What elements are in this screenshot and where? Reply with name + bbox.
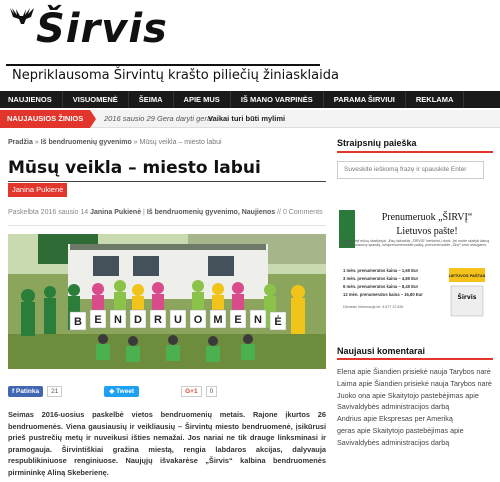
article-title: Mūsų veikla – miesto labui bbox=[8, 158, 261, 178]
meta-comments[interactable]: // 0 Comments bbox=[275, 209, 323, 216]
photo-letter: O bbox=[193, 314, 203, 326]
breadcrumb-separator: » bbox=[32, 139, 41, 146]
nav-item-apie-mus[interactable]: APIE MUS bbox=[174, 91, 231, 108]
photo-letter: E bbox=[94, 314, 102, 326]
photo-letter: R bbox=[154, 314, 162, 326]
comment-item[interactable]: Andrius apie Ekspresas per Ameriką bbox=[337, 414, 453, 424]
comment-item[interactable]: geras apie Skaitytojo pastebėjimas apie Savivaldybės administracijos darbą bbox=[337, 425, 464, 447]
logo-wordmark: Širvis bbox=[36, 6, 168, 52]
main-nav bbox=[0, 91, 500, 108]
nav-item-reklama[interactable]: REKLAMA bbox=[406, 91, 465, 108]
recent-comments-widget bbox=[337, 346, 493, 449]
ad-title-line1: Prenumeruok „ŠIRVĮ“ bbox=[381, 212, 473, 223]
ticker-date: 2016 sausio 29 Gera daryti gera: bbox=[104, 114, 214, 123]
photo-letter: M bbox=[213, 314, 223, 326]
nav-item-naujienos[interactable]: NAUJIENOS bbox=[0, 91, 63, 108]
comments-title-underline bbox=[337, 358, 493, 360]
facebook-like-label: Patinka bbox=[15, 387, 40, 395]
subscription-ad[interactable] bbox=[337, 206, 493, 324]
meta-divider bbox=[8, 225, 326, 226]
site-tagline: Nepriklausoma Širvintų krašto piliečių žiniasklaida bbox=[12, 68, 339, 83]
ticker-headline[interactable]: Vaikai turi būti mylimi bbox=[208, 114, 286, 123]
photo-letter: N bbox=[254, 314, 262, 326]
comment-item[interactable]: Elena apie Šiandien prisiekė nauja Tarybos narė bbox=[337, 367, 491, 376]
breadcrumb-current: Mūsų veikla – miesto labui bbox=[139, 139, 222, 146]
ad-price: 3 mėn. prenumeratos kaina – 4,80 Eur bbox=[343, 276, 419, 281]
comment-item[interactable]: Laima apie Šiandien prisiekė nauja Tarybos narė bbox=[337, 378, 492, 388]
logo-underline bbox=[6, 64, 320, 66]
ticker-label: NAUJAUSIOS ŽINIOS bbox=[0, 110, 90, 128]
comments-widget-title: Naujausi komentarai bbox=[337, 346, 426, 356]
search-widget-title: Straipsnių paieška bbox=[337, 138, 493, 153]
twitter-icon: ◆ bbox=[109, 387, 117, 395]
site-logo[interactable] bbox=[6, 2, 339, 88]
social-share-bar bbox=[8, 384, 217, 398]
subscription-ad-graphic bbox=[337, 206, 493, 324]
news-ticker bbox=[0, 110, 500, 128]
nav-item-seima[interactable]: ŠEIMA bbox=[129, 91, 174, 108]
google-plus-button[interactable]: G+1 bbox=[181, 386, 201, 397]
group-photo bbox=[8, 234, 326, 369]
nav-item-is-mano-varpines[interactable]: IŠ MANO VARPINĖS bbox=[231, 91, 324, 108]
article-photo bbox=[8, 234, 326, 369]
photo-letter: D bbox=[134, 314, 142, 326]
photo-letter: B bbox=[74, 316, 82, 328]
meta-categories[interactable]: Iš bendruomenių gyvenimo, Naujienos bbox=[146, 209, 276, 216]
photo-letter: Ė bbox=[274, 316, 282, 328]
nav-item-parama[interactable]: PARAMA ŠIRVIUI bbox=[324, 91, 406, 108]
breadcrumb-category[interactable]: Iš bendruomenių gyvenimo bbox=[40, 139, 132, 146]
breadcrumb-home[interactable]: Pradžia bbox=[8, 139, 33, 146]
ad-blurb: Gerbiamieji mūsų skaitytojai. Jūsų laikraštis „ŠIRVIS“ beišeina į duris. Jei norite skaityti laisvą ir nepriklausomą spaudą, užsiprenumeruokite paštą, prenumeruokite „Širvį“ savo draugams. bbox=[341, 239, 490, 248]
ad-title-line2: Lietuvos pašte! bbox=[396, 226, 458, 237]
ad-footer: Dėmesio informacija tel. 8 677 22 836 bbox=[343, 305, 404, 309]
tweet-label: Tweet bbox=[116, 387, 135, 395]
meta-author[interactable]: Janina Pukienė bbox=[90, 209, 142, 216]
nav-item-visuomene[interactable]: VISUOMENĖ bbox=[63, 91, 129, 108]
moose-icon bbox=[8, 6, 38, 32]
author-tag[interactable]: Janina Pukienė bbox=[8, 183, 67, 197]
title-divider bbox=[8, 181, 326, 182]
search-input[interactable]: Suveskite ieškomą frazę ir spauskite Enter bbox=[337, 161, 484, 179]
breadcrumb bbox=[8, 139, 222, 146]
ad-price: 1 mėn. prenumeratos kaina – 1,60 Eur bbox=[343, 268, 419, 273]
breadcrumb-separator: » bbox=[131, 139, 140, 146]
sidebar-search-widget bbox=[337, 138, 493, 179]
facebook-like-button[interactable] bbox=[8, 386, 43, 397]
newspaper-masthead: Širvis bbox=[457, 294, 477, 301]
article-body: Seimas 2016-uosius paskelbė vietos bendruomenių metais. Rajone įkurtos 26 bendruomenės. Viena gausiausių ir veikliausių – Širvintų miesto bendruomenė, įsikūrusi prieš pustrečių metų ir nuveikusi išties nemažai. Jos nariai ne tik drauge linksminasi ir pramogauja. Širvintiškiai gražina miestą, rengia labdaros akcijas, dalyvauja respublikiniuose renginiuose. Naujųjų išvakarėse „Širvis“ kalbina bendruomenės pirmininkę Aliną Skeberienę. bbox=[8, 410, 326, 477]
facebook-like-count: 21 bbox=[47, 386, 62, 397]
photo-letter: E bbox=[234, 314, 242, 326]
meta-separator: | bbox=[141, 209, 147, 216]
photo-letter: U bbox=[174, 314, 182, 326]
meta-date: Paskelbta 2016 sausio 14 bbox=[8, 209, 91, 216]
comment-item[interactable]: Juoko ona apie Skaitytojo pastebėjimas apie Savivaldybės administracijos darbą bbox=[337, 390, 479, 412]
tweet-button[interactable] bbox=[104, 386, 139, 397]
google-plus-count: 0 bbox=[206, 386, 218, 397]
post-logo-label: LIETUVOS PAŠTAS bbox=[448, 273, 486, 278]
facebook-icon: f bbox=[12, 387, 16, 395]
site-header bbox=[0, 0, 500, 90]
ad-price: 6 mėn. prenumeratos kaina – 8,40 Eur bbox=[343, 284, 419, 289]
article-meta bbox=[8, 209, 323, 216]
ad-price: 12 mėn. prenumeratos kaina – 16,80 Eur bbox=[343, 292, 423, 297]
photo-letter: N bbox=[114, 314, 122, 326]
newspaper-thumbnail bbox=[451, 286, 483, 316]
